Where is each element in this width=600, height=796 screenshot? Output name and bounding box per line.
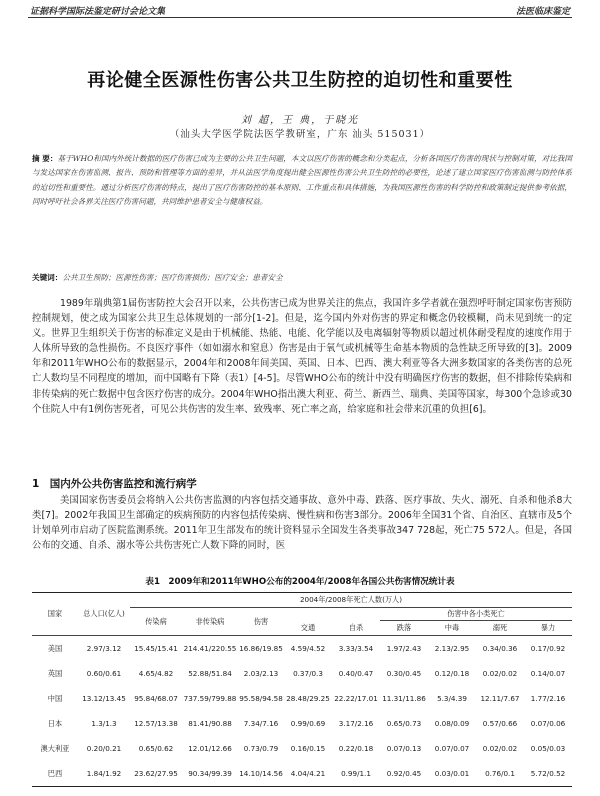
header-left: 证据科学国际法鉴定研讨会论文集	[30, 7, 166, 17]
table-cell: 95.58/94.58	[239, 694, 283, 703]
table-cell: 23.62/27.95	[130, 761, 182, 787]
table-cell: 0.37/0.3	[293, 669, 323, 678]
table-cell: 22.22/17.01	[334, 694, 378, 703]
table-cell: 0.22/0.18	[338, 744, 374, 753]
table-cell: 4.04/4.21	[284, 761, 332, 787]
table-cell: 11.31/11.86	[382, 694, 426, 703]
table-cell: 0.07/0.13	[386, 744, 422, 753]
data-table	[32, 592, 572, 787]
table-row	[32, 686, 572, 711]
table-body	[32, 636, 572, 787]
abstract	[32, 152, 572, 209]
table-cell: 0.65/0.62	[138, 744, 174, 753]
table-cell: 0.12/0.18	[434, 669, 470, 678]
table-caption: 表1 2009年和2011年WHO公布的2004年/2008年各国公共伤害情况统计表	[145, 577, 455, 587]
table-cell: 0.92/0.45	[380, 761, 428, 787]
table-cell: 737.59/799.88	[183, 694, 237, 703]
affiliation: （汕头大学医学院法医学教研室，广东 汕头 515031）	[169, 129, 431, 140]
table-cell: 0.60/0.61	[86, 669, 122, 678]
table-cell: 7.34/7.16	[243, 719, 279, 728]
table-cell: 3.17/2.16	[338, 719, 374, 728]
table-cell: 0.03/0.01	[428, 761, 476, 787]
table-cell: 0.17/0.92	[524, 636, 572, 662]
th-fall: 跌落	[396, 623, 412, 632]
table-cell: 52.88/51.84	[188, 669, 232, 678]
table-cell: 13.12/13.45	[82, 694, 126, 703]
table-row	[32, 711, 572, 736]
table-cell: 0.20/0.21	[86, 744, 122, 753]
table-cell: 0.57/0.66	[482, 719, 518, 728]
th-population: 总人口(亿人)	[78, 593, 130, 636]
table-cell: 0.99/1.1	[332, 761, 380, 787]
table-cell: 16.86/19.85	[238, 636, 284, 662]
table-cell: 3.33/3.54	[332, 636, 380, 662]
table-cell: 4.65/4.82	[138, 669, 174, 678]
th-injury: 伤害	[253, 616, 269, 626]
th-poison: 中毒	[444, 623, 460, 632]
table-cell: 1.3/1.3	[91, 719, 117, 728]
th-violence: 暴力	[540, 623, 556, 632]
table-cell: 2.97/3.12	[78, 636, 130, 662]
table-cell: 12.57/13.38	[134, 719, 178, 728]
table-cell: 0.07/0.07	[434, 744, 470, 753]
table-cell: 4.59/4.52	[284, 636, 332, 662]
running-header	[30, 4, 570, 18]
table-cell: 0.07/0.06	[530, 719, 566, 728]
table-cell-country: 澳大利亚	[40, 743, 70, 753]
th-injury-detail: 伤害中各小类死亡	[380, 608, 572, 621]
th-infectious: 传染病	[145, 616, 167, 626]
table-cell-country: 日本	[47, 718, 63, 728]
table-cell: 1.97/2.43	[380, 636, 428, 662]
table-cell: 1.77/2.16	[530, 694, 566, 703]
table-cell: 0.99/0.69	[290, 719, 326, 728]
th-noninfectious: 非传染病	[195, 616, 225, 626]
table-cell: 14.10/14.56	[238, 761, 284, 787]
table-cell: 5.3/4.39	[437, 694, 467, 703]
table-cell: 0.76/0.1	[476, 761, 524, 787]
keywords	[32, 272, 572, 283]
th-group: 2004年/2008年死亡人数(万人)	[130, 593, 572, 608]
table-cell: 5.72/0.52	[524, 761, 572, 787]
table-row	[32, 736, 572, 761]
abstract-text: 基于WHO和国内外统计数据的医疗伤害已成为主要的公共卫生问题，本文以医疗伤害的概念和分类起点，分析各国医疗伤害的现状与控制对策，对比我国与发达国家在伤害监测、报告、预防和管理等方面的差异，并从法医学角度提出健全医源性伤害公共卫生防控的必要性，论述了建立国家医疗伤害监测与防控体系的迫切性和重要性。通过分析医疗伤害的特点，提出了医疗伤害防控的基本原则、工作重点和具体措施，为我国医源性伤害的科学防控和政策制定提供参考依据，同时呼吁社会各界关注医疗伤害问题，共同维护患者安全与健康权益。	[32, 154, 572, 206]
th-country: 国家	[32, 593, 78, 636]
table-cell: 28.48/29.25	[286, 694, 330, 703]
section-paragraph: 美国国家伤害委员会将纳入公共伤害监测的内容包括交通事故、意外中毒、跌落、医疗事故、失火、溺死、自杀和他杀8大类[7]。2002年我国卫生部确定的疾病预防的内容包括传染病、慢性病和伤害3部分。2006年全国31个省、自治区、直辖市及5个计划单列市启动了医院监测系统。2011年卫生部发布的统计资料显示全国发生各类事故347 728起，死亡75 572人。但是，各国公布的交通、自杀、溺水等公共伤害死亡人数下降的同时，医	[32, 495, 572, 552]
table-cell: 15.45/15.41	[130, 636, 182, 662]
table-cell: 0.02/0.02	[482, 669, 518, 678]
header-rule	[28, 17, 572, 18]
table-cell-country: 巴西	[32, 761, 78, 787]
abstract-label: 摘 要：	[32, 154, 58, 163]
table-cell: 12.11/7.67	[480, 694, 520, 703]
table-cell: 0.16/0.15	[290, 744, 326, 753]
table-cell: 12.01/12.66	[188, 744, 232, 753]
table-cell: 2.13/2.95	[428, 636, 476, 662]
table-cell: 81.41/90.88	[188, 719, 232, 728]
table-cell: 0.30/0.45	[386, 669, 422, 678]
table-cell-country: 英国	[47, 668, 63, 678]
table-cell: 0.02/0.02	[482, 744, 518, 753]
header-right: 法医临床鉴定	[515, 7, 570, 17]
table-row	[32, 661, 572, 686]
table-cell-country: 中国	[47, 693, 63, 703]
th-suicide: 自杀	[348, 622, 364, 632]
table-cell: 214.41/220.55	[182, 636, 238, 662]
table-cell: 2.03/2.13	[243, 669, 279, 678]
table-cell: 95.84/68.07	[134, 694, 178, 703]
th-drown: 溺死	[492, 623, 508, 632]
keywords-text: 公共卫生预防；医源性伤害；医疗伤害损伤；医疗安全；患者安全	[62, 273, 283, 282]
table-cell-country: 美国	[32, 636, 78, 662]
table-cell: 0.34/0.36	[476, 636, 524, 662]
table-cell: 0.40/0.47	[338, 669, 374, 678]
table-cell: 90.34/99.39	[182, 761, 238, 787]
table-cell: 0.05/0.03	[530, 744, 566, 753]
table-cell: 0.08/0.09	[434, 719, 470, 728]
section-heading: 1 国内外公共伤害监控和流行病学	[32, 478, 197, 490]
keywords-label: 关键词：	[32, 273, 63, 282]
table-cell: 0.73/0.79	[243, 744, 279, 753]
table-row	[32, 636, 572, 662]
authors: 刘 超，王 典，于晓光	[240, 115, 360, 126]
th-traffic: 交通	[300, 622, 316, 632]
table-row	[32, 761, 572, 787]
table-cell: 0.65/0.73	[386, 719, 422, 728]
table-cell: 1.84/1.92	[78, 761, 130, 787]
intro-paragraph: 1989年瑞典第1届伤害防控大会召开以来，公共伤害已成为世界关注的焦点，我国许多学者就在强烈呼吁制定国家伤害预防控制规划，使之成为国家公共卫生总体规划的一部分[1-2]。但是，迄今国内外对伤害的界定和概念仍较模糊，尚未见到统一的定义。世界卫生组织关于伤害的标准定义是由于机械能、热能、电能、化学能以及电离辐射等物质以超过机体耐受程度的速度作用于人体所导致的急性损伤。不良医疗事件（如如溺水和窒息）伤害是由于氧气或机械等生命基本物质的急性缺乏所导致的[3]。2009年和2011年WHO公布的数据显示，2004年和2008年间美国、英国、日本、巴西、澳大利亚等各大洲多数国家的各类伤害的总死亡人数均呈不同程度的增加，而中国略有下降（表1）[4-5]。尽管WHO公布的统计中没有明确医疗伤害的数据，但不排除传染病和非传染病的死亡数据中包含医疗伤害的成分。2004年WHO指出澳大利亚、荷兰、新西兰、瑞典、美国等国家，每300个急诊或30个住院人中有1例伤害死者，可见公共伤害的发生率、致残率、死亡率之高，给家庭和社会带来沉重的负担[6]。	[32, 298, 572, 415]
paper-title: 再论健全医源性伤害公共卫生防控的迫切性和重要性	[87, 70, 513, 91]
table-cell: 0.14/0.07	[530, 669, 566, 678]
